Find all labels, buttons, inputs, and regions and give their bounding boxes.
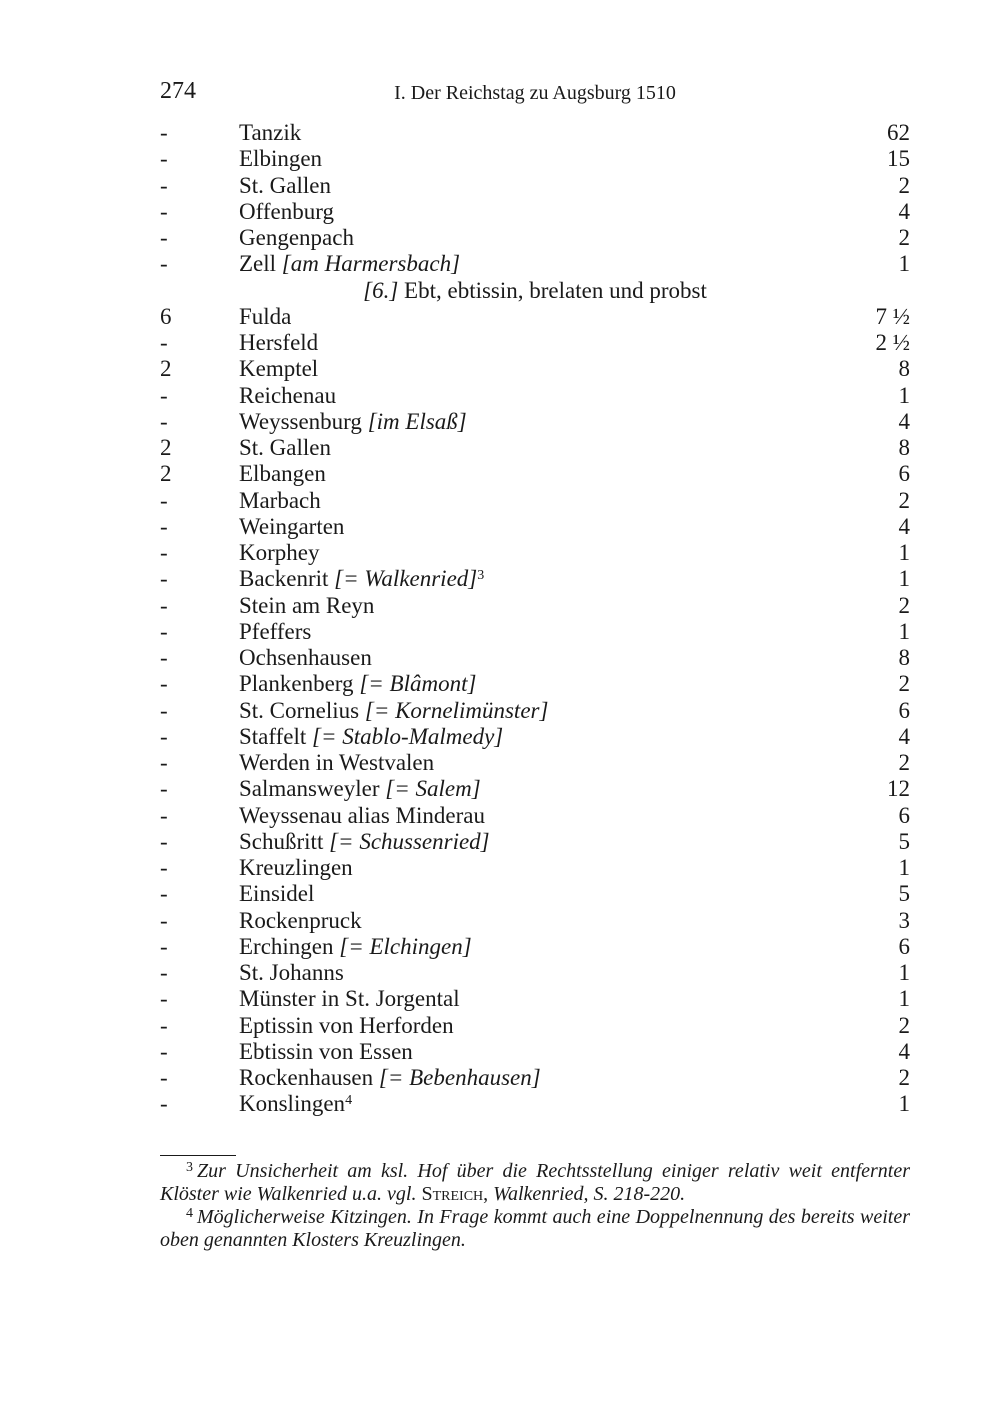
row-count: -	[160, 855, 168, 880]
list-item	[160, 1013, 910, 1039]
row-name: Fulda	[239, 303, 292, 329]
row-count: -	[160, 120, 168, 145]
row-label	[239, 514, 344, 540]
row-value: 1	[898, 855, 910, 880]
row-label	[239, 908, 362, 934]
row-count: -	[160, 540, 168, 565]
list-item	[160, 330, 910, 356]
section-number: [6.]	[363, 277, 399, 303]
row-count: -	[160, 776, 168, 802]
row-name: Eptissin von Herforden	[239, 1012, 454, 1038]
row-label	[239, 750, 434, 776]
list-item	[160, 619, 910, 645]
row-label	[239, 724, 503, 750]
row-value: 2	[898, 225, 910, 250]
row-value: 1	[898, 251, 910, 277]
row-label	[239, 383, 336, 409]
row-label	[239, 934, 472, 960]
row-label	[239, 199, 334, 225]
row-label	[239, 225, 354, 251]
footnote-citation: Walkenried, S. 218-220.	[493, 1183, 686, 1205]
row-count: -	[160, 1038, 168, 1064]
row-name: Ochsenhausen	[239, 645, 372, 670]
row-count: -	[160, 198, 168, 224]
row-label	[239, 488, 321, 514]
row-name: Kemptel	[239, 356, 319, 382]
row-name: Salmansweyler	[239, 776, 380, 802]
row-value: 2	[898, 172, 910, 198]
list-item	[160, 566, 910, 592]
row-count: -	[160, 697, 168, 723]
row-name: Weyssenburg	[239, 408, 362, 434]
row-value: 8	[898, 356, 910, 382]
row-value: 4	[898, 198, 910, 224]
footnote	[160, 1160, 910, 1206]
row-editorial-note: [= Blâmont]	[359, 671, 477, 697]
footnote-reference: 4	[345, 1093, 353, 1109]
row-name: St. Cornelius	[239, 697, 360, 723]
list-item	[160, 698, 910, 724]
row-value: 5	[898, 828, 910, 854]
row-count: -	[160, 802, 168, 828]
row-label	[239, 435, 331, 461]
row-name: Hersfeld	[239, 330, 319, 355]
row-count: -	[160, 618, 168, 644]
list-item	[160, 540, 910, 566]
footnote-separator	[160, 1155, 236, 1156]
row-name: Tanzik	[239, 120, 302, 145]
row-value: 6	[898, 933, 910, 959]
row-label	[239, 330, 318, 356]
row-label	[239, 803, 485, 829]
row-value: 4	[898, 513, 910, 539]
row-count: -	[160, 592, 168, 618]
row-value: 6	[898, 802, 910, 828]
list-item	[160, 645, 910, 671]
row-name: St. Gallen	[239, 172, 331, 198]
row-label	[239, 698, 548, 724]
row-label	[239, 645, 372, 671]
row-count: 2	[160, 356, 172, 382]
row-value: 2	[898, 592, 910, 618]
row-label	[239, 960, 344, 986]
page-number: 274	[160, 78, 196, 104]
list-item	[160, 356, 910, 382]
row-name: Pfeffers	[239, 618, 312, 644]
row-count: -	[160, 146, 168, 172]
row-label	[239, 671, 476, 697]
row-label	[239, 540, 319, 566]
row-name: Gengenpach	[239, 225, 354, 250]
row-name: Erchingen	[239, 933, 334, 959]
row-editorial-note: [= Stablo-Malmedy]	[312, 723, 504, 749]
row-value: 62	[887, 120, 910, 145]
list-item	[160, 829, 910, 855]
row-name: Backenrit	[239, 566, 329, 592]
row-count: -	[160, 1065, 168, 1090]
row-count: -	[160, 1091, 168, 1117]
row-value: 2	[898, 671, 910, 697]
list-item	[160, 514, 910, 540]
row-value: 4	[898, 408, 910, 434]
list-item	[160, 986, 910, 1012]
row-count: 2	[160, 435, 172, 460]
list-item	[160, 1065, 910, 1091]
row-name: St. Johanns	[239, 960, 344, 985]
row-label	[239, 776, 481, 802]
row-count: -	[160, 408, 168, 434]
row-name: Stein am Reyn	[239, 592, 375, 618]
row-count: -	[160, 723, 168, 749]
footnote	[160, 1206, 910, 1252]
row-count: -	[160, 487, 168, 513]
row-name: Zell	[239, 251, 277, 277]
row-label	[239, 1039, 413, 1065]
list-item	[160, 461, 910, 487]
list-item	[160, 488, 910, 514]
row-label	[239, 409, 467, 435]
row-label	[239, 1065, 541, 1091]
row-name: Einsidel	[239, 881, 315, 907]
list-item	[160, 803, 910, 829]
row-label	[239, 855, 353, 881]
row-count: -	[160, 960, 168, 985]
row-count: 6	[160, 303, 172, 329]
row-count: -	[160, 645, 168, 670]
row-name: St. Gallen	[239, 435, 331, 460]
row-value: 7 ½	[875, 303, 910, 329]
row-value: 1	[898, 382, 910, 408]
row-count: -	[160, 986, 168, 1012]
list-item	[160, 304, 910, 330]
row-count: -	[160, 828, 168, 854]
row-label	[239, 566, 484, 592]
list-item	[160, 855, 910, 881]
row-label	[239, 1091, 352, 1117]
row-editorial-note: [= Walkenried]	[334, 566, 478, 592]
list-item	[160, 383, 910, 409]
row-count: -	[160, 1012, 168, 1038]
row-value: 3	[898, 907, 910, 933]
page-header	[160, 78, 910, 108]
row-value: 4	[898, 723, 910, 749]
row-label	[239, 120, 301, 146]
row-value: 2	[898, 1012, 910, 1038]
row-label	[239, 593, 374, 619]
row-value: 1	[898, 566, 910, 592]
footnote-number: 4	[186, 1206, 193, 1221]
row-name: Reichenau	[239, 382, 337, 408]
row-count: -	[160, 907, 168, 933]
row-count: -	[160, 671, 168, 697]
row-count: -	[160, 172, 168, 198]
list-item	[160, 120, 910, 146]
row-name: Marbach	[239, 487, 321, 513]
footnotes	[160, 1160, 910, 1252]
row-editorial-note: [= Elchingen]	[339, 933, 472, 959]
row-label	[239, 881, 314, 907]
row-name: Elbangen	[239, 461, 326, 487]
row-name: Konslingen	[239, 1091, 346, 1117]
row-value: 2	[898, 750, 910, 775]
row-editorial-note: [im Elsaß]	[367, 408, 467, 434]
row-value: 1	[898, 618, 910, 644]
row-value: 8	[898, 645, 910, 670]
row-value: 2	[898, 1065, 910, 1090]
row-value: 1	[898, 960, 910, 985]
row-name: Elbingen	[239, 146, 323, 172]
list-item	[160, 251, 910, 277]
footnote-text: Möglicherweise Kitzingen. In Frage kommt auch eine Doppelnennung des bereits weiter oben genannten Klosters Kreuzlingen.	[160, 1206, 910, 1251]
row-name: Rockenpruck	[239, 907, 362, 933]
row-value: 1	[898, 540, 910, 565]
list-item	[160, 960, 910, 986]
row-count: -	[160, 251, 168, 277]
list-item	[160, 908, 910, 934]
row-label	[239, 986, 460, 1012]
footnote-author: Streich,	[421, 1183, 489, 1205]
row-value: 12	[887, 776, 910, 802]
row-name: Offenburg	[239, 198, 334, 224]
list-item	[160, 1091, 910, 1117]
row-name: Ebtissin von Essen	[239, 1038, 413, 1064]
list-item	[160, 881, 910, 907]
list-item	[160, 1039, 910, 1065]
row-label	[239, 1013, 454, 1039]
list-item	[160, 776, 910, 802]
section-title: Ebt, ebtissin, brelaten und probst	[404, 277, 707, 303]
row-value: 2	[898, 487, 910, 513]
row-editorial-note: [am Harmersbach]	[281, 251, 461, 277]
row-count: -	[160, 225, 168, 250]
list-item	[160, 671, 910, 697]
list-item	[160, 173, 910, 199]
row-name: Schußritt	[239, 828, 324, 854]
row-name: Weyssenau alias Minderau	[239, 802, 485, 828]
row-editorial-note: [= Salem]	[385, 776, 481, 802]
footnote-reference: 3	[477, 568, 485, 584]
row-value: 1	[898, 986, 910, 1012]
row-count: -	[160, 566, 168, 592]
row-label	[239, 829, 490, 855]
row-label	[239, 173, 331, 199]
row-name: Münster in St. Jorgental	[239, 986, 460, 1012]
row-name: Korphey	[239, 540, 320, 565]
footnote-text: Zur Unsicherheit am ksl. Hof über die Rechtsstellung einiger relativ weit entfernter Klöster wie Walkenried u.a. vgl.	[160, 1160, 910, 1205]
row-editorial-note: [= Schussenried]	[329, 828, 490, 854]
row-count: -	[160, 750, 168, 775]
row-label	[239, 356, 318, 382]
row-label	[239, 304, 291, 330]
row-count: 2	[160, 461, 172, 487]
row-count: -	[160, 881, 168, 907]
list-item	[160, 199, 910, 225]
row-name: Werden in Westvalen	[239, 750, 435, 775]
row-label	[239, 619, 311, 645]
row-value: 6	[898, 461, 910, 487]
list-item	[160, 225, 910, 251]
row-name: Staffelt	[239, 723, 307, 749]
running-title: I. Der Reichstag zu Augsburg 1510	[394, 82, 676, 104]
section-heading	[160, 278, 910, 304]
list-item	[160, 409, 910, 435]
row-editorial-note: [= Kornelimünster]	[364, 697, 549, 723]
row-label	[239, 251, 460, 277]
row-value: 4	[898, 1038, 910, 1064]
row-value: 8	[898, 435, 910, 460]
row-name: Rockenhausen	[239, 1065, 374, 1090]
list-item	[160, 593, 910, 619]
row-count: -	[160, 330, 168, 355]
section-heading-text	[160, 278, 910, 304]
row-value: 1	[898, 1091, 910, 1117]
row-value: 2 ½	[875, 330, 910, 355]
row-count: -	[160, 382, 168, 408]
list-item	[160, 724, 910, 750]
row-name: Kreuzlingen	[239, 855, 353, 880]
list-item	[160, 750, 910, 776]
row-label	[239, 461, 326, 487]
row-editorial-note: [= Bebenhausen]	[378, 1065, 541, 1090]
list-item	[160, 146, 910, 172]
row-value: 15	[887, 146, 910, 172]
list-item	[160, 934, 910, 960]
row-count: -	[160, 513, 168, 539]
row-label	[239, 146, 322, 172]
row-name: Weingarten	[239, 513, 345, 539]
row-value: 5	[898, 881, 910, 907]
register-list	[160, 120, 910, 1118]
row-count: -	[160, 933, 168, 959]
footnote-number: 3	[186, 1160, 193, 1175]
list-item	[160, 435, 910, 461]
row-name: Plankenberg	[239, 671, 354, 697]
row-value: 6	[898, 697, 910, 723]
